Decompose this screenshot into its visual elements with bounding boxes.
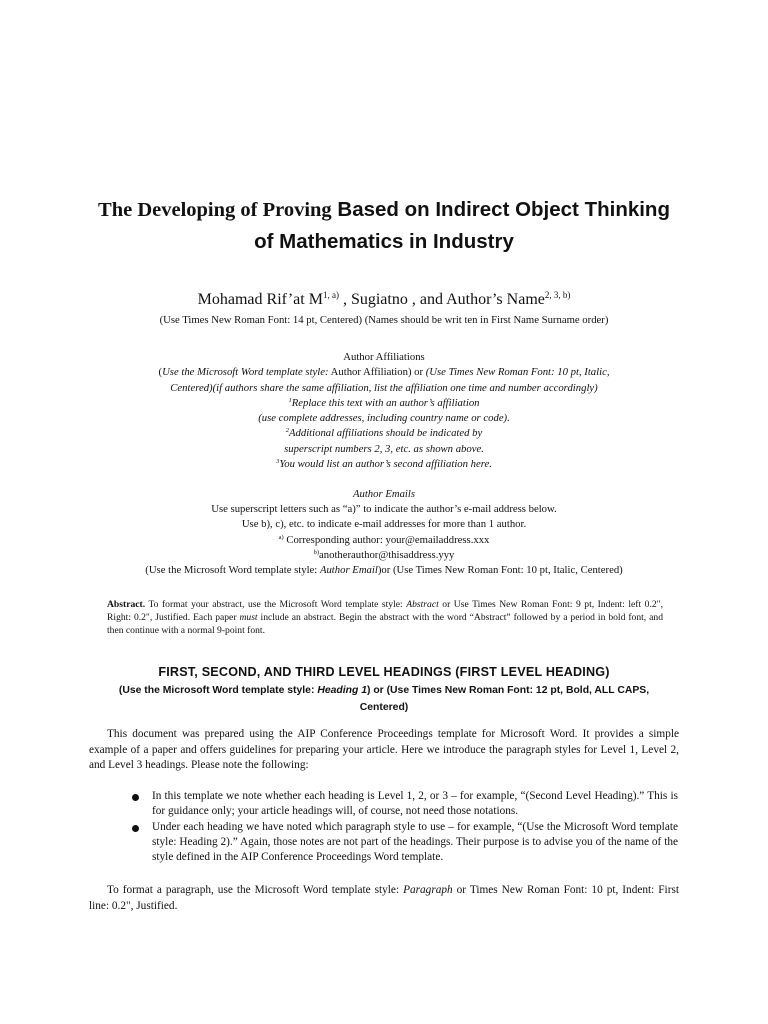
email-2 bbox=[80, 548, 688, 563]
bullet-text-1: In this template we note whether each heading is Level 1, 2, or 3 – for example, “(Second Level Heading).” This is for guidance only; your article headings will, of course, not need those notations. bbox=[152, 790, 678, 818]
bullet-icon bbox=[132, 825, 139, 832]
email-2-text: anotherauthor@thisaddress.yyy bbox=[319, 548, 455, 561]
affiliation-1-sup: 1 bbox=[288, 396, 292, 404]
affiliations-style-name: Author Affiliation) or bbox=[328, 366, 426, 379]
abstract-text-3: or Use Times New Roman Font: 9 pt, Indent: left 0.2", Right: 0.2", Justified. Each paper bbox=[107, 599, 663, 624]
author-affiliations bbox=[100, 350, 668, 472]
para2-text-c: or Times New Roman Font: 10 pt, Indent: First line: 0.2", Justified. bbox=[89, 884, 679, 912]
affiliation-3-sup: 3 bbox=[276, 458, 280, 466]
list-item bbox=[128, 789, 678, 820]
para2-text-a: To format a paragraph, use the Microsoft Word template style: bbox=[107, 884, 404, 896]
affiliation-1-line-1: Replace this text with an author’s affiliation bbox=[291, 396, 480, 409]
affiliation-2-line-2: superscript numbers 2, 3, etc. as shown above. bbox=[284, 442, 484, 455]
affiliation-2-sup: 2 bbox=[285, 427, 289, 435]
abstract-text-4: must bbox=[239, 612, 258, 624]
title-part-2: Based on Indirect Object Thinking bbox=[331, 198, 670, 221]
emails-note-style: Author Email bbox=[319, 564, 378, 577]
affiliations-paren: ( bbox=[158, 366, 163, 379]
author-sup-2: 2, 3, b) bbox=[544, 290, 571, 300]
affiliations-style-line-1 bbox=[100, 365, 668, 380]
affiliation-1 bbox=[100, 396, 668, 411]
title-line-2: of Mathematics in Industry bbox=[254, 230, 514, 253]
affiliations-style-line-2: Centered)(if authors share the same affiliation, list the affiliation one time and number accordingly) bbox=[170, 381, 598, 394]
bullet-text-2: Under each heading we have noted which paragraph style to use – for example, “(Use the Microsoft Word template style: Heading 2).” Again, those notes are not part of the headings. Their purpose is to advise you of the name of the style defined in the AIP Conference Proceedings Word template. bbox=[152, 820, 678, 864]
bullet-list bbox=[128, 789, 678, 865]
author-emails bbox=[80, 487, 688, 578]
author-name-2: , Sugiatno , and Author’s Name bbox=[338, 291, 545, 308]
affiliations-style-label: Use the Microsoft Word template style: bbox=[162, 366, 329, 379]
heading-note-a: (Use the Microsoft Word template style: bbox=[118, 685, 318, 696]
abstract-text-1: To format your abstract, use the Microsoft Word template style: bbox=[145, 599, 407, 610]
title-line-1 bbox=[60, 194, 708, 226]
emails-note-a: (Use the Microsoft Word template style: bbox=[145, 564, 320, 577]
abstract-text-5: include an abstract. Begin the abstract with the word “Abstract” followed by a period in bold font, and then continue with a normal 9-point font. bbox=[107, 612, 663, 637]
affiliation-2 bbox=[100, 426, 668, 441]
author-format-note: (Use Times New Roman Font: 14 pt, Centered) (Names should be writ ten in First Name Surname order) bbox=[159, 314, 609, 326]
emails-line-2: Use b), c), etc. to indicate e-mail addresses for more than 1 author. bbox=[241, 518, 527, 531]
first-level-heading-note bbox=[100, 682, 668, 716]
author-name-1: Mohamad Rif’at M bbox=[197, 291, 323, 308]
bullet-icon bbox=[132, 794, 139, 801]
list-item bbox=[128, 820, 678, 866]
author-sup-1: 1, a) bbox=[322, 290, 339, 300]
emails-line-1: Use superscript letters such as “a)” to indicate the author’s e-mail address below. bbox=[211, 503, 557, 516]
emails-note-c: )or (Use Times New Roman Font: 10 pt, Italic, Centered) bbox=[377, 564, 623, 577]
affiliation-2-line-1: Additional affiliations should be indicated by bbox=[288, 427, 483, 440]
body-paragraph-2 bbox=[89, 883, 679, 914]
body-paragraph-1: This document was prepared using the AIP Conference Proceedings template for Microsoft Word. It provides a simple example of a paper and offers guidelines for preparing your article. Here we introduce the paragraph styles for Level 1, Level 2, and Level 3 headings. Please note the following: bbox=[89, 728, 679, 771]
abstract-label: Abstract. bbox=[107, 599, 146, 610]
title-part-1: The Developing of Proving bbox=[98, 199, 332, 221]
affiliations-heading: Author Affiliations bbox=[343, 351, 425, 363]
paper-title bbox=[60, 194, 708, 257]
abstract bbox=[107, 598, 663, 638]
emails-heading: Author Emails bbox=[352, 488, 416, 500]
abstract-text-2: Abstract bbox=[406, 599, 439, 610]
email-2-sup: b) bbox=[313, 548, 320, 556]
affiliation-3-line-1: You would list an author’s second affiliation here. bbox=[279, 458, 492, 471]
para2-style-name: Paragraph bbox=[403, 884, 453, 896]
affiliation-3 bbox=[100, 457, 668, 472]
author-list bbox=[60, 290, 708, 310]
email-1-text: Corresponding author: your@emailaddress.xxx bbox=[283, 533, 490, 546]
emails-style-note bbox=[80, 563, 688, 578]
email-1 bbox=[80, 533, 688, 548]
email-1-sup: a) bbox=[278, 533, 284, 541]
affiliations-font-note: (Use Times New Roman Font: 10 pt, Italic, bbox=[425, 366, 610, 379]
heading-note-c: ) or (Use Times New Roman Font: 12 pt, Bold, ALL CAPS, Centered) bbox=[359, 685, 650, 713]
first-level-heading: FIRST, SECOND, AND THIRD LEVEL HEADINGS (FIRST LEVEL HEADING) bbox=[158, 665, 610, 679]
heading-note-style: Heading 1 bbox=[317, 685, 367, 696]
affiliation-1-line-2: (use complete addresses, including country name or code). bbox=[258, 412, 510, 425]
